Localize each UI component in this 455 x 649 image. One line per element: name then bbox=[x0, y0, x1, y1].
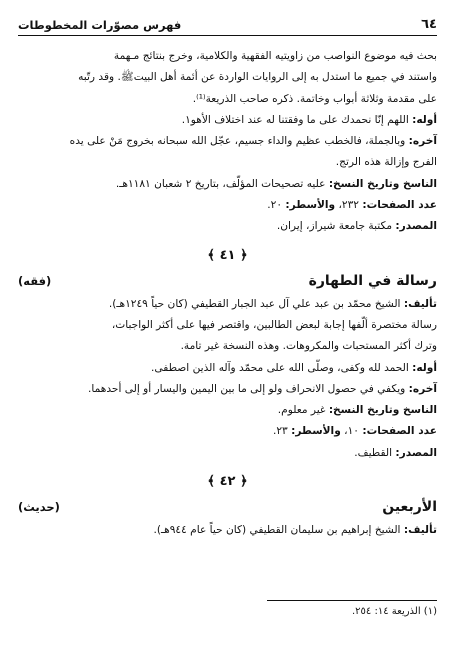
page-header bbox=[18, 12, 437, 36]
pages-text: ٢٣٢، bbox=[335, 199, 363, 212]
explicit-label: آخره: bbox=[408, 382, 437, 395]
explicit-text: ويكفي في حصول الانحراف ولو إلى ما بين اليمين واليسار أو إلى أحدهما. bbox=[88, 382, 409, 395]
entry-number: ﴿ ٤١ ﴾ bbox=[207, 247, 248, 263]
entry-41-explicit bbox=[18, 379, 437, 400]
entry-40-intro-line-1: بحث فيه موضوع النواصب من زاويتيه الفقهية والكلامية، وخرج بنتائج مـهمة bbox=[113, 50, 437, 62]
incipit-label: أوله: bbox=[412, 361, 437, 374]
work-title: الأربعين bbox=[382, 499, 437, 516]
pages-text: ١٠، bbox=[340, 425, 363, 438]
incipit-text: الحمد لله وكفى، وصلّى الله على محمّد وآله الذين اصطفى. bbox=[151, 361, 413, 374]
entry-40-intro-line-3: على مقدمة وثلاثة أبواب وخاتمة. ذكره صاحب الذريعة⁽¹⁾. bbox=[192, 92, 437, 105]
entry-40-explicit bbox=[18, 131, 437, 152]
lines-label: والأسطر: bbox=[291, 425, 341, 438]
page-number: ٦٤ bbox=[421, 17, 437, 32]
author-label: تأليف: bbox=[403, 524, 437, 537]
author-label: تأليف: bbox=[403, 297, 437, 310]
entry-42-author bbox=[18, 520, 437, 541]
work-title: رسالة في الطهارة bbox=[308, 273, 437, 290]
explicit-label: آخره: bbox=[408, 135, 437, 148]
lines-text: ٢٣. bbox=[272, 425, 292, 438]
manuscript-catalog-page bbox=[18, 12, 437, 637]
explicit-text: وبالجملة، فالخطب عظيم والداء جسيم، عجّل الله سبحانه بخروج مَنْ على يده bbox=[69, 135, 409, 148]
page-body bbox=[18, 46, 437, 541]
footnote-separator bbox=[267, 600, 437, 601]
entry-41-counts bbox=[18, 421, 437, 442]
pages-label: عدد الصفحات: bbox=[362, 199, 437, 212]
running-title: فهرس مصوّرات المخطوطات bbox=[18, 18, 182, 32]
author-text: الشيخ محمّد بن عبد علي آل عبد الجبار القطيفي (كان حياً ١٢٤٩هـ). bbox=[108, 297, 404, 310]
entry-41 bbox=[18, 242, 437, 464]
copyist-label: الناسخ وتاريخ النسخ: bbox=[328, 404, 437, 417]
incipit-label: أوله: bbox=[412, 113, 437, 126]
entry-40-intro-line-2: واستند في جميع ما استدل به إلى الروايات الواردة عن أئمة أهل البيتﷺ. وقد رتّبه bbox=[78, 71, 437, 84]
entry-40-counts bbox=[18, 195, 437, 216]
entry-40 bbox=[18, 46, 437, 238]
incipit-text: اللهم إنّا نحمدك على ما وفقتنا له عند اختلاف الأهو١. bbox=[181, 113, 413, 126]
source-label: المصدر: bbox=[395, 446, 437, 459]
subject-tag: (حديث) bbox=[18, 500, 60, 515]
entry-41-author bbox=[18, 294, 437, 315]
entry-41-desc-line-2: وترك أكثر المستحبات والمكروهات. وهذه النسخة غير تامة. bbox=[180, 340, 437, 353]
entry-40-source bbox=[18, 216, 437, 237]
entry-title-row bbox=[18, 270, 437, 294]
source-text: مكتبة جامعة شيراز، إيران. bbox=[276, 220, 396, 233]
copyist-text: عليه تصحيحات المؤلّف، بتاريخ ٢ شعبان ١١٨١هـ. bbox=[115, 177, 329, 190]
author-text: الشيخ إبراهيم بن سليمان القطيفي (كان حياً عام ٩٤٤هـ). bbox=[153, 524, 404, 537]
entry-41-copyist bbox=[18, 400, 437, 421]
entry-41-source bbox=[18, 443, 437, 464]
entry-40-explicit-cont: الفرج وإزالة هذه الرتج. bbox=[335, 156, 437, 169]
subject-tag: (فقه) bbox=[18, 274, 52, 289]
entry-40-incipit bbox=[18, 110, 437, 131]
source-text: القطيف. bbox=[354, 446, 396, 459]
lines-label: والأسطر: bbox=[285, 199, 336, 212]
entry-41-desc-line-1: رسالة مختصرة ألّفها إجابة لبعض الطالبين، واقتصر فيها على أكثر الواجبات، bbox=[111, 318, 437, 331]
entry-41-incipit bbox=[18, 358, 437, 379]
copyist-text: غير معلوم. bbox=[277, 404, 329, 417]
entry-number: ﴿ ٤٢ ﴾ bbox=[207, 474, 248, 490]
copyist-label: الناسخ وتاريخ النسخ: bbox=[328, 177, 437, 190]
entry-title-row bbox=[18, 496, 437, 520]
footnote: (١) الذريعة ١٤: ٢٥٤. bbox=[351, 606, 437, 617]
pages-label: عدد الصفحات: bbox=[362, 425, 437, 438]
entry-40-copyist bbox=[18, 174, 437, 195]
source-label: المصدر: bbox=[395, 220, 437, 233]
entry-42 bbox=[18, 468, 437, 541]
lines-text: ٢٠. bbox=[267, 199, 286, 212]
